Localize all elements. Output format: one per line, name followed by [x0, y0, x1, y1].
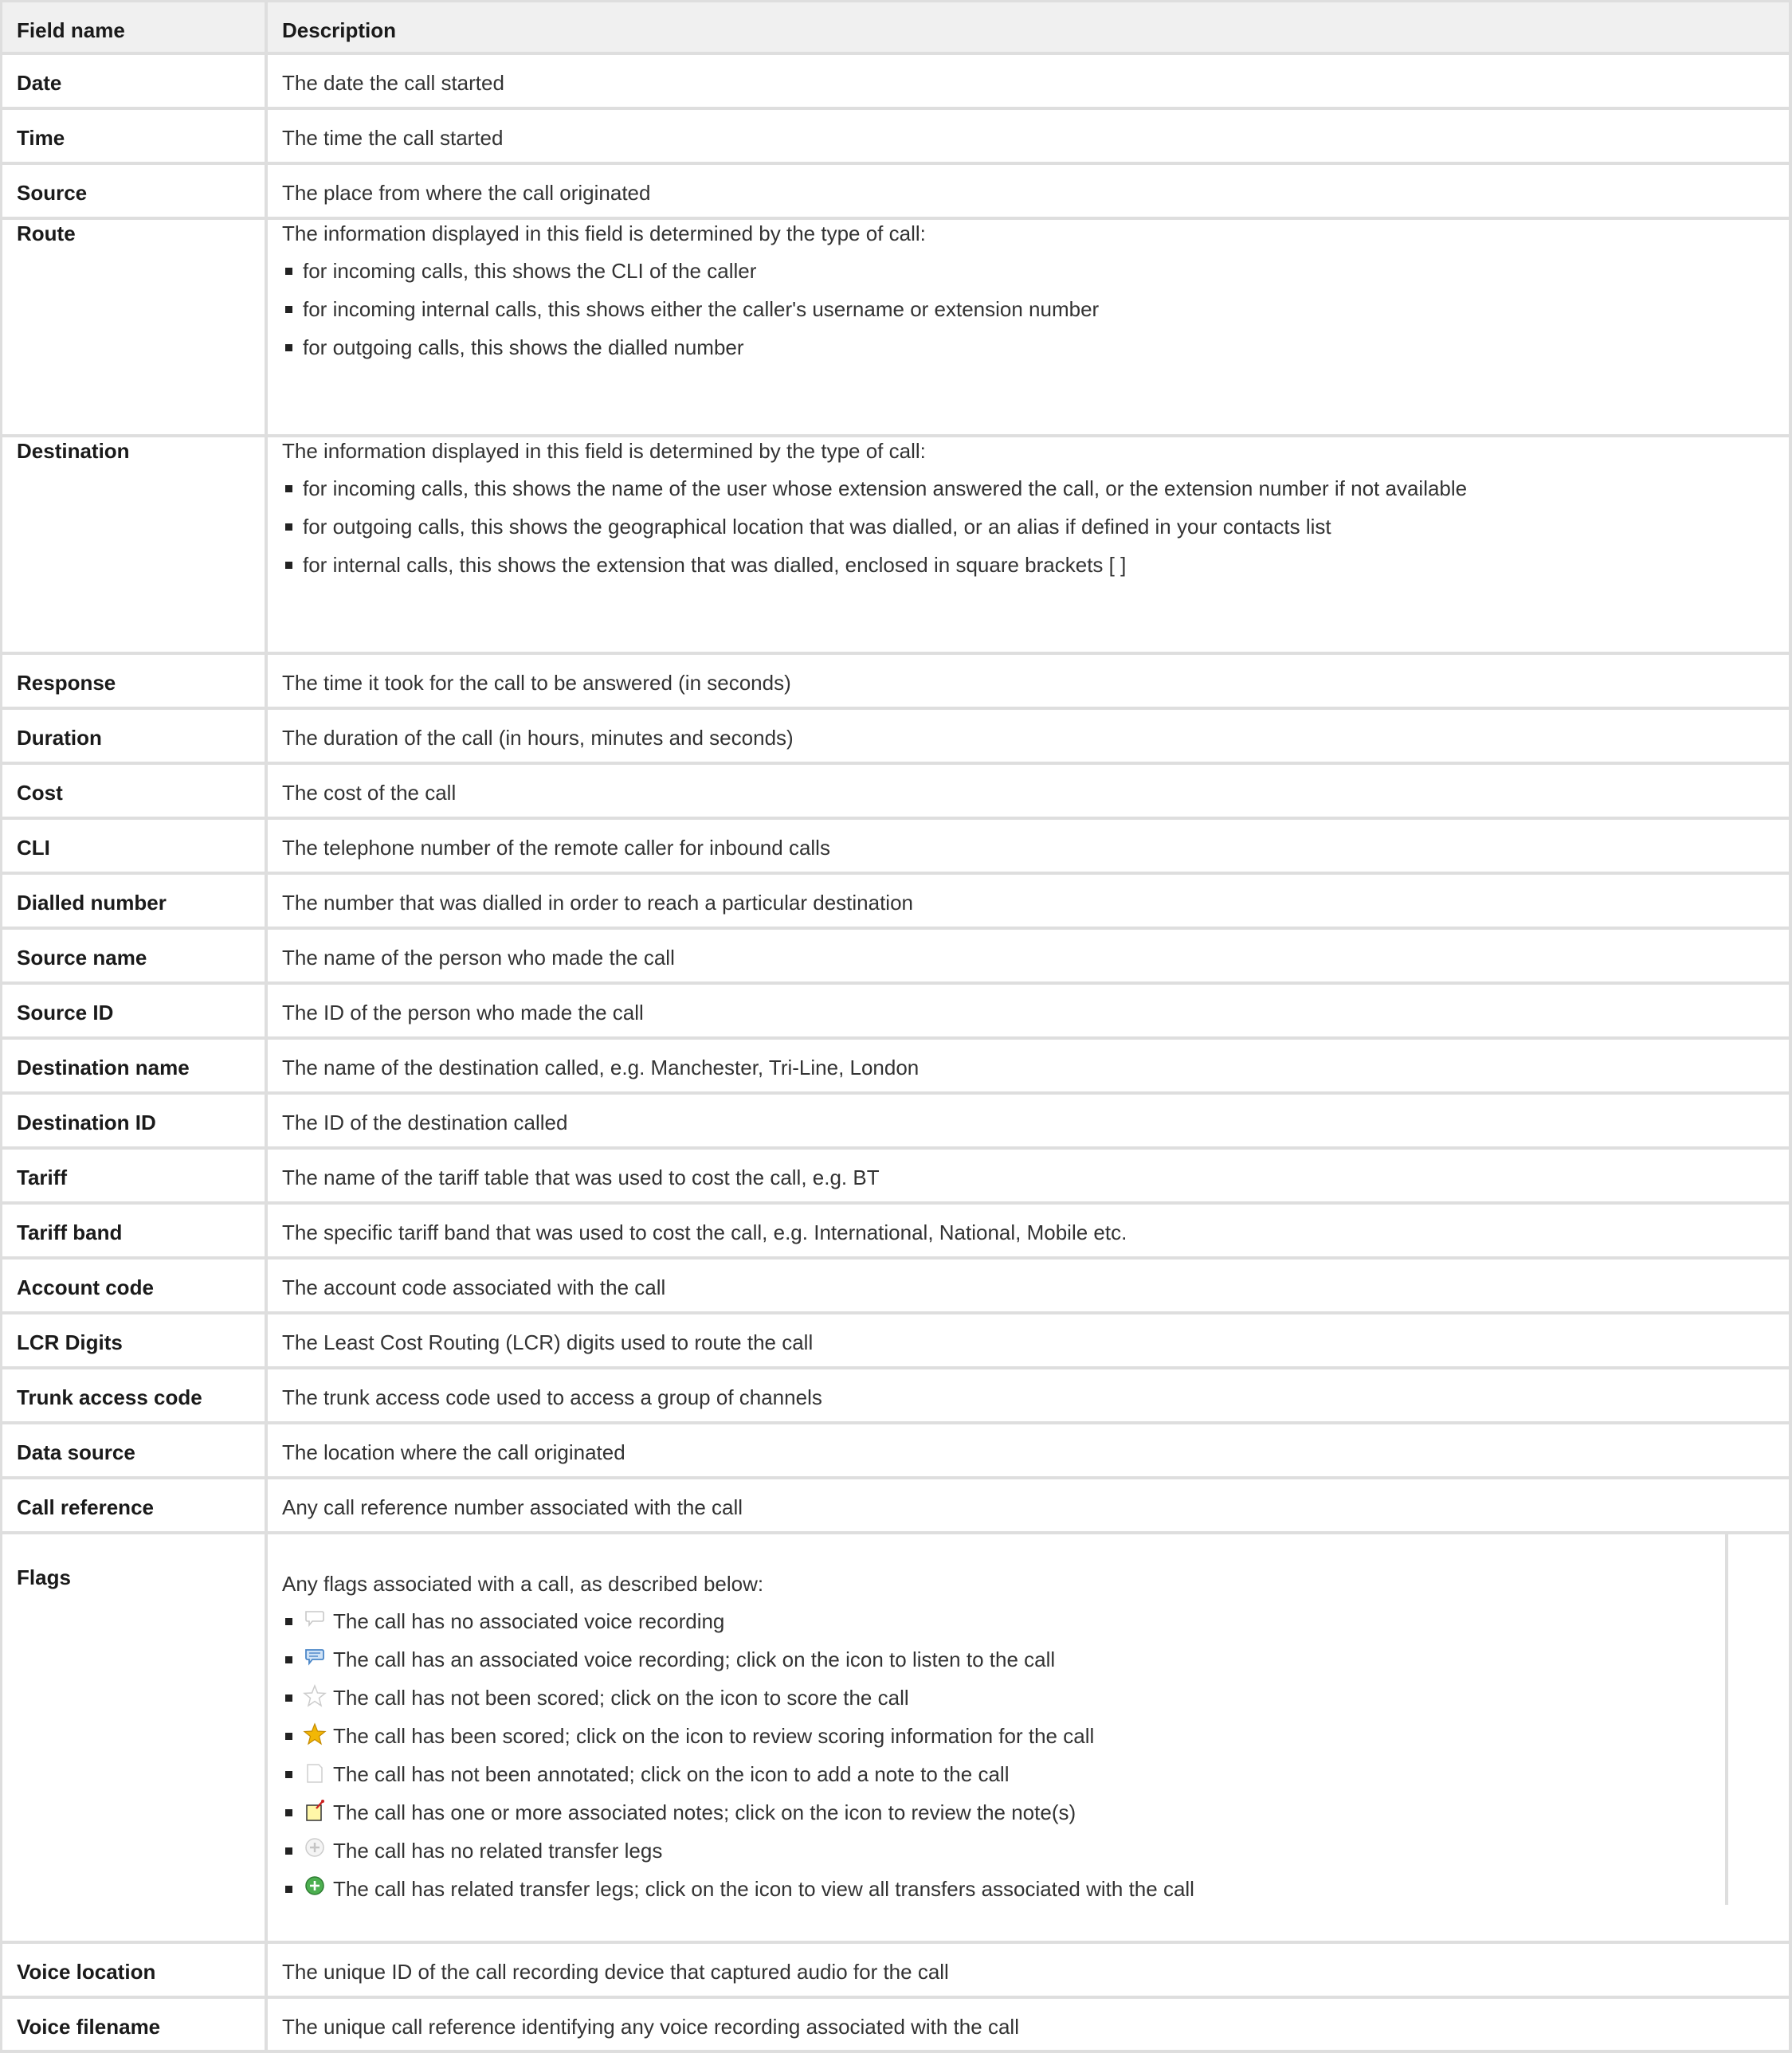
field-name: Response — [0, 655, 268, 710]
field-description: The name of the destination called, e.g. Manchester, Tri-Line, London — [268, 1040, 1792, 1095]
field-description: The cost of the call — [268, 765, 1792, 820]
field-name: Time — [0, 110, 268, 165]
field-description: The trunk access code used to access a group of channels — [268, 1369, 1792, 1424]
flag-description: The call has an associated voice recording; click on the icon to listen to the call — [333, 1647, 1056, 1671]
list-item — [282, 1608, 1725, 1646]
field-description: The name of the person who made the call — [268, 930, 1792, 985]
field-name: Tariff — [0, 1150, 268, 1205]
table-row — [0, 1944, 1792, 1999]
table-row — [0, 1260, 1792, 1314]
field-name: Destination name — [0, 1040, 268, 1095]
table-header-row — [0, 0, 1792, 55]
table-row — [0, 1424, 1792, 1479]
table-row — [0, 655, 1792, 710]
field-description — [268, 1534, 1792, 1944]
field-description: The specific tariff band that was used to cost the call, e.g. International, National, Mobile etc. — [268, 1205, 1792, 1260]
list-item: for outgoing calls, this shows the geographical location that was dialled, or an alias if defined in your contacts list — [282, 513, 1776, 551]
table-row — [0, 820, 1792, 875]
field-name: Duration — [0, 710, 268, 765]
field-name: Trunk access code — [0, 1369, 268, 1424]
field-description: The location where the call originated — [268, 1424, 1792, 1479]
star-gold-icon[interactable] — [303, 1722, 327, 1746]
table-row — [0, 765, 1792, 820]
column-header-field-name: Field name — [0, 0, 268, 55]
list-item: for incoming calls, this shows the name of the user whose extension answered the call, or the extension number if not available — [282, 475, 1776, 513]
table-row — [0, 930, 1792, 985]
table-row — [0, 1369, 1792, 1424]
note-yellow-icon[interactable] — [303, 1799, 327, 1823]
field-description: Any call reference number associated with the call — [268, 1479, 1792, 1534]
field-name: Tariff band — [0, 1205, 268, 1260]
field-name: Route — [0, 220, 268, 437]
field-description: The time it took for the call to be answered (in seconds) — [268, 655, 1792, 710]
table-row — [0, 985, 1792, 1040]
table-row — [0, 1205, 1792, 1260]
field-name: Voice filename — [0, 1999, 268, 2053]
field-name: Source ID — [0, 985, 268, 1040]
field-name: Voice location — [0, 1944, 268, 1999]
field-name: Cost — [0, 765, 268, 820]
table-row — [0, 1314, 1792, 1369]
field-description: The ID of the person who made the call — [268, 985, 1792, 1040]
list-item — [282, 1646, 1725, 1684]
flags-panel — [282, 1534, 1728, 1905]
field-description: The time the call started — [268, 110, 1792, 165]
table-row — [0, 1040, 1792, 1095]
table-row — [0, 220, 1792, 437]
flag-description: The call has no related transfer legs — [333, 1839, 663, 1863]
description-intro: The information displayed in this field is determined by the type of call: — [282, 221, 926, 245]
flag-list — [282, 1608, 1725, 1914]
field-description: The duration of the call (in hours, minutes and seconds) — [268, 710, 1792, 765]
list-item: for incoming internal calls, this shows either the caller's username or extension number — [282, 296, 1776, 334]
bullet-list — [282, 257, 1776, 372]
field-name: Source — [0, 165, 268, 220]
field-description: The name of the tariff table that was used to cost the call, e.g. BT — [268, 1150, 1792, 1205]
list-item: for outgoing calls, this shows the dialled number — [282, 334, 1776, 372]
list-item — [282, 1684, 1725, 1722]
field-description: The Least Cost Routing (LCR) digits used to route the call — [268, 1314, 1792, 1369]
table-row — [0, 1095, 1792, 1150]
field-description: The number that was dialled in order to reach a particular destination — [268, 875, 1792, 930]
plus-circle-grey-icon — [303, 1837, 327, 1861]
field-description — [268, 437, 1792, 655]
note-empty-icon[interactable] — [303, 1761, 327, 1785]
field-name: Date — [0, 55, 268, 110]
field-name: Data source — [0, 1424, 268, 1479]
field-name: Source name — [0, 930, 268, 985]
table-row — [0, 1150, 1792, 1205]
table-row — [0, 1479, 1792, 1534]
flag-description: The call has not been scored; click on the icon to score the call — [333, 1686, 909, 1710]
flag-description: The call has related transfer legs; click on the icon to view all transfers associated with the call — [333, 1877, 1194, 1901]
plus-circle-green-icon[interactable] — [303, 1875, 327, 1899]
column-header-description: Description — [268, 0, 1792, 55]
list-item — [282, 1761, 1725, 1799]
list-item — [282, 1875, 1725, 1914]
table-row — [0, 437, 1792, 655]
speech-bubble-empty-icon — [303, 1608, 327, 1632]
table-row — [0, 55, 1792, 110]
table-row — [0, 110, 1792, 165]
field-name: Account code — [0, 1260, 268, 1314]
field-name: Dialled number — [0, 875, 268, 930]
flag-description: The call has no associated voice recording — [333, 1609, 725, 1633]
field-description: The unique call reference identifying any voice recording associated with the call — [268, 1999, 1792, 2053]
flag-description: The call has one or more associated notes; click on the icon to review the note(s) — [333, 1800, 1076, 1824]
bullet-list — [282, 475, 1776, 590]
list-item — [282, 1837, 1725, 1875]
flag-description: The call has not been annotated; click on the icon to add a note to the call — [333, 1762, 1010, 1786]
field-description: The place from where the call originated — [268, 165, 1792, 220]
table-row — [0, 1534, 1792, 1944]
field-description — [268, 220, 1792, 437]
list-item — [282, 1799, 1725, 1837]
field-name: Destination ID — [0, 1095, 268, 1150]
field-name: CLI — [0, 820, 268, 875]
field-name: Destination — [0, 437, 268, 655]
field-description: The telephone number of the remote caller for inbound calls — [268, 820, 1792, 875]
table-row — [0, 710, 1792, 765]
list-item: for internal calls, this shows the extension that was dialled, enclosed in square brackets [ ] — [282, 551, 1776, 590]
speech-bubble-blue-icon[interactable] — [303, 1646, 327, 1670]
list-item — [282, 1722, 1725, 1761]
field-description: The ID of the destination called — [268, 1095, 1792, 1150]
field-name: Flags — [0, 1534, 268, 1944]
description-intro: Any flags associated with a call, as described below: — [282, 1572, 764, 1596]
description-intro: The information displayed in this field is determined by the type of call: — [282, 439, 926, 463]
flag-description: The call has been scored; click on the icon to review scoring information for the call — [333, 1724, 1095, 1748]
star-empty-icon[interactable] — [303, 1684, 327, 1708]
field-name: LCR Digits — [0, 1314, 268, 1369]
list-item: for incoming calls, this shows the CLI of the caller — [282, 257, 1776, 296]
field-name: Call reference — [0, 1479, 268, 1534]
field-description: The date the call started — [268, 55, 1792, 110]
field-description: The unique ID of the call recording device that captured audio for the call — [268, 1944, 1792, 1999]
table-row — [0, 875, 1792, 930]
field-description: The account code associated with the call — [268, 1260, 1792, 1314]
table-row — [0, 165, 1792, 220]
